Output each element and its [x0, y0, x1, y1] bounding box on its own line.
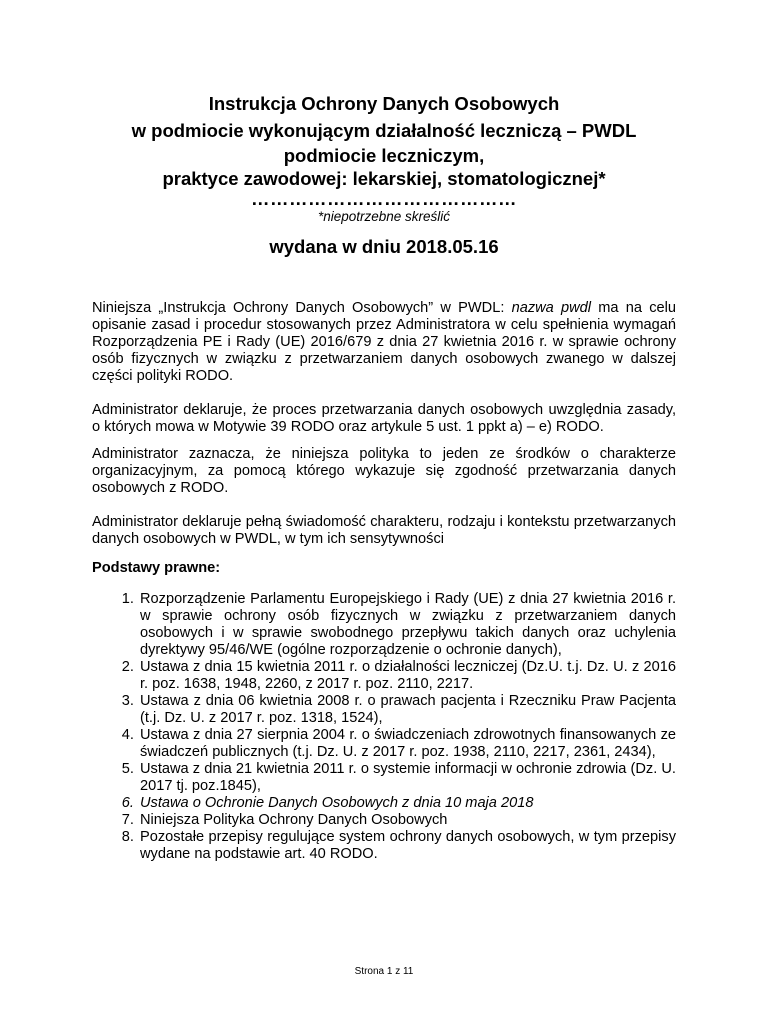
list-item: 3. Ustawa z dnia 06 kwietnia 2008 r. o prawach pacjenta i Rzeczniku Praw Pacjenta (t.j. Dz. U. z 2017 r. poz. 1318, 1524),: [138, 693, 676, 727]
intro-italic-placeholder: nazwa pwdl: [511, 300, 592, 316]
title-line-2: w podmiocie wykonującym działalność leczniczą – PWDL: [131, 120, 637, 141]
intro-paragraph: [92, 300, 676, 385]
title-line-1: Instrukcja Ochrony Danych Osobowych: [208, 93, 560, 114]
page-number: Strona 1 z 11: [354, 966, 414, 977]
intro-text-start: Niniejsza „Instrukcja Ochrony Danych Osobowych” w PWDL:: [92, 300, 512, 316]
paragraph-organizational-measure: Administrator zaznacza, że niniejsza polityka to jeden ze środków o charakterze organizacyjnym, za pomocą którego wykazuje się zgodność przetwarzania danych osobowych z RODO.: [92, 446, 676, 496]
title-block: [60, 90, 708, 260]
list-item: 6. Ustawa o Ochronie Danych Osobowych z dnia 10 maja 2018: [138, 795, 676, 812]
list-item: 5. Ustawa z dnia 21 kwietnia 2011 r. o systemie informacji w ochronie zdrowia (Dz. U. 2017 tj. poz.1845),: [138, 761, 676, 795]
intro-text-end: ma na celu opisanie zasad i procedur stosowanych przez Administratora w celu spełnienia wymagań Rozporządzenia PE i Rady (UE) 2016/679 z dnia 27 kwietnia 2016 r. w sprawie ochrony osób fizycznych w związku z przetwarzaniem danych osobowych zwanego w dalszej części polityki RODO.: [92, 300, 676, 384]
title-dots: ……………………………………: [251, 188, 517, 209]
list-item: 4. Ustawa z dnia 27 sierpnia 2004 r. o świadczeniach zdrowotnych finansowanych ze świadczeń publicznych (t.j. Dz. U. z 2017 r. poz. 1938, 2110, 2217, 2361, 2434),: [138, 727, 676, 761]
list-item: 8. Pozostałe przepisy regulujące system ochrony danych osobowych, w tym przepisy wydane na podstawie art. 40 RODO.: [138, 829, 676, 863]
title-line-3: podmiocie leczniczym,: [283, 145, 485, 166]
document-body: [92, 300, 676, 863]
paragraph-principles: Administrator deklaruje, że proces przetwarzania danych osobowych uwzględnia zasady, o których mowa w Motywie 39 RODO oraz artykule 5 ust. 1 ppkt a) – e) RODO.: [92, 402, 676, 435]
title-note: *niepotrzebne skreślić: [317, 209, 451, 224]
legal-basis-list: [92, 591, 676, 863]
paragraph-awareness: Administrator deklaruje pełną świadomość charakteru, rodzaju i kontekstu przetwarzanych danych osobowych w PWDL, w tym ich sensytywności: [92, 514, 676, 547]
page-footer: [0, 966, 768, 978]
list-item: 1. Rozporządzenie Parlamentu Europejskiego i Rady (UE) z dnia 27 kwietnia 2016 r. w sprawie ochrony osób fizycznych w związku z przetwarzaniem danych osobowych i w sprawie swobodnego przepływu takich danych oraz uchylenia dyrektywy 95/46/WE (ogólne rozporządzenie o ochronie danych),: [138, 591, 676, 659]
title-line-4: praktyce zawodowej: lekarskiej, stomatologicznej*: [162, 168, 606, 189]
issued-date: wydana w dniu 2018.05.16: [269, 236, 499, 257]
list-item: 7. Niniejsza Polityka Ochrony Danych Osobowych: [138, 812, 676, 829]
legal-basis-heading: Podstawy prawne:: [92, 560, 221, 576]
list-item: 2. Ustawa z dnia 15 kwietnia 2011 r. o działalności leczniczej (Dz.U. t.j. Dz. U. z 2016 r. poz. 1638, 1948, 2260, z 2017 r. poz. 2110, 2217.: [138, 659, 676, 693]
